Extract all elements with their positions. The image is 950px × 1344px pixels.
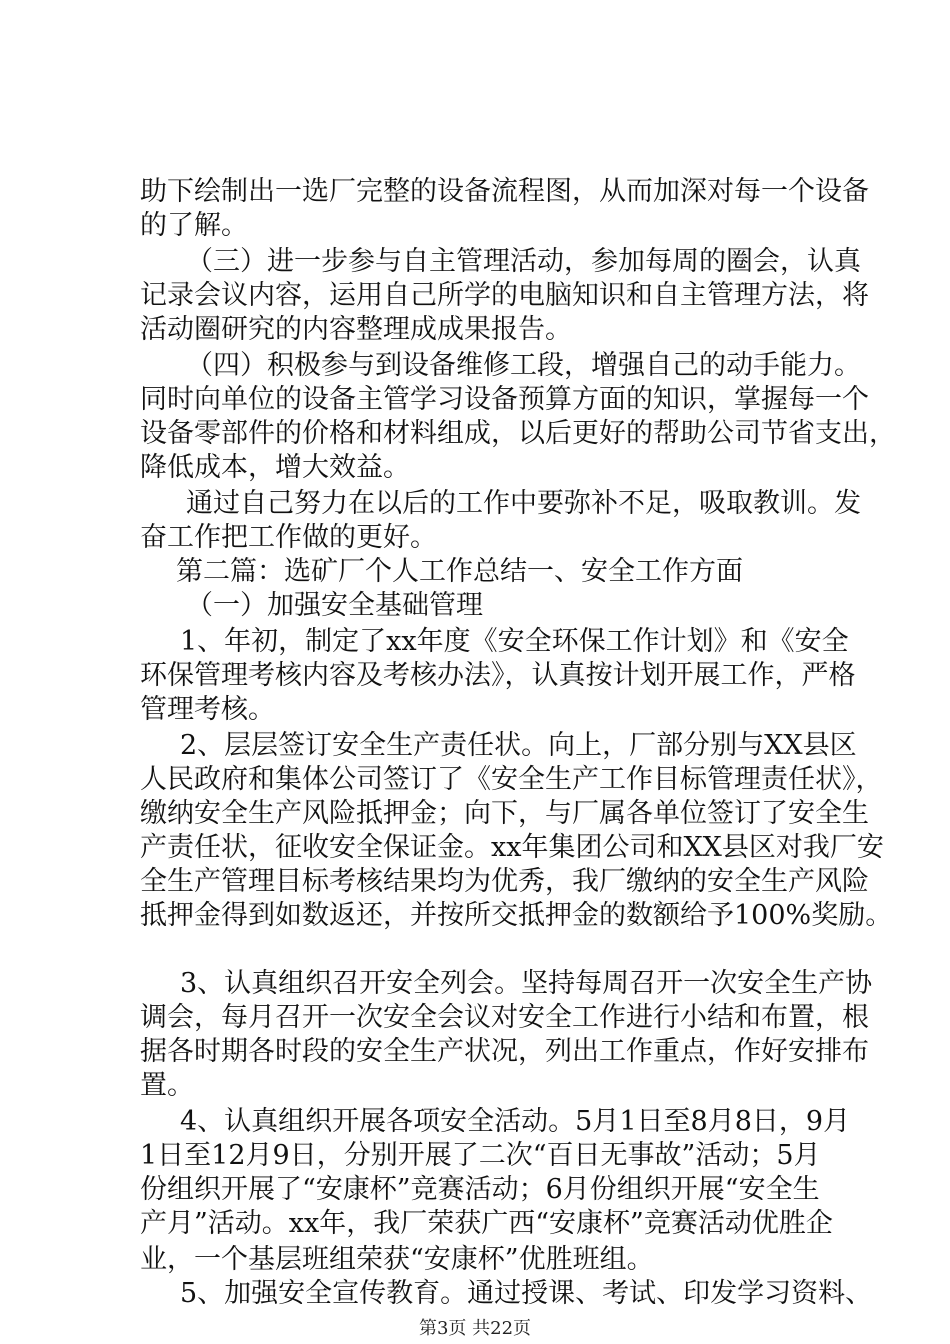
text-line: （三）进一步参与自主管理活动，参加每周的圈会，认真 [186, 246, 861, 277]
text-line: 全生产管理目标考核结果均为优秀，我厂缴纳的安全生产风险 [140, 866, 869, 897]
text-line: 的了解。 [140, 210, 248, 241]
text-line: 调会，每月召开一次安全会议对安全工作进行小结和布置，根 [140, 1002, 869, 1033]
text-line: 1日至12月9日，分别开展了二次“百日无事故”活动；5月 [140, 1140, 821, 1171]
text-line: 业，一个基层班组荣获“安康杯”优胜班组。 [140, 1244, 654, 1275]
text-line: 助下绘制出一选厂完整的设备流程图，从而加深对每一个设备 [140, 176, 869, 207]
text-line: 记录会议内容，运用自己所学的电脑知识和自主管理方法，将 [140, 280, 869, 311]
section-title: 第二篇：选矿厂个人工作总结一、安全工作方面 [176, 556, 743, 587]
text-line: 活动圈研究的内容整理成成果报告。 [140, 314, 572, 345]
subsection-title: （一）加强安全基础管理 [186, 590, 483, 621]
text-line: 3、认真组织召开安全列会。坚持每周召开一次安全生产协 [180, 968, 873, 999]
text-line: 产月”活动。xx年，我厂荣获广西“安康杯”竞赛活动优胜企 [140, 1208, 833, 1239]
text-line: 1、年初，制定了xx年度《安全环保工作计划》和《安全 [180, 626, 849, 657]
text-line: 置。 [140, 1070, 194, 1101]
text-line: 份组织开展了“安康杯”竞赛活动；6月份组织开展“安全生 [140, 1174, 820, 1205]
text-line: 2、层层签订安全生产责任状。向上，厂部分别与XX县区 [180, 730, 857, 761]
text-line: 降低成本，增大效益。 [140, 452, 410, 483]
text-line: 同时向单位的设备主管学习设备预算方面的知识，掌握每一个 [140, 384, 869, 415]
text-line: 据各时期各时段的安全生产状况，列出工作重点，作好安排布 [140, 1036, 869, 1067]
text-line: 管理考核。 [140, 694, 275, 725]
text-line: 5、加强安全宣传教育。通过授课、考试、印发学习资料、 [180, 1278, 873, 1309]
text-line: （四）积极参与到设备维修工段，增强自己的动手能力。 [186, 350, 861, 381]
text-line: 抵押金得到如数返还，并按所交抵押金的数额给予100%奖励。 [140, 900, 893, 931]
text-line: 奋工作把工作做的更好。 [140, 522, 437, 553]
text-line: 通过自己努力在以后的工作中要弥补不足，吸取教训。发 [186, 488, 861, 519]
text-line: 环保管理考核内容及考核办法》，认真按计划开展工作，严格 [140, 660, 856, 691]
page-number: 第3页 共22页 [418, 1318, 532, 1339]
text-line: 人民政府和集体公司签订了《安全生产工作目标管理责任状》， [140, 764, 883, 795]
text-line: 缴纳安全生产风险抵押金；向下，与厂属各单位签订了安全生 [140, 798, 869, 829]
text-line: 4、认真组织开展各项安全活动。5月1日至8月8日，9月 [180, 1106, 851, 1137]
text-line: 产责任状，征收安全保证金。xx年集团公司和XX县区对我厂安 [140, 832, 884, 863]
text-line: 设备零部件的价格和材料组成，以后更好的帮助公司节省支出， [140, 418, 896, 449]
